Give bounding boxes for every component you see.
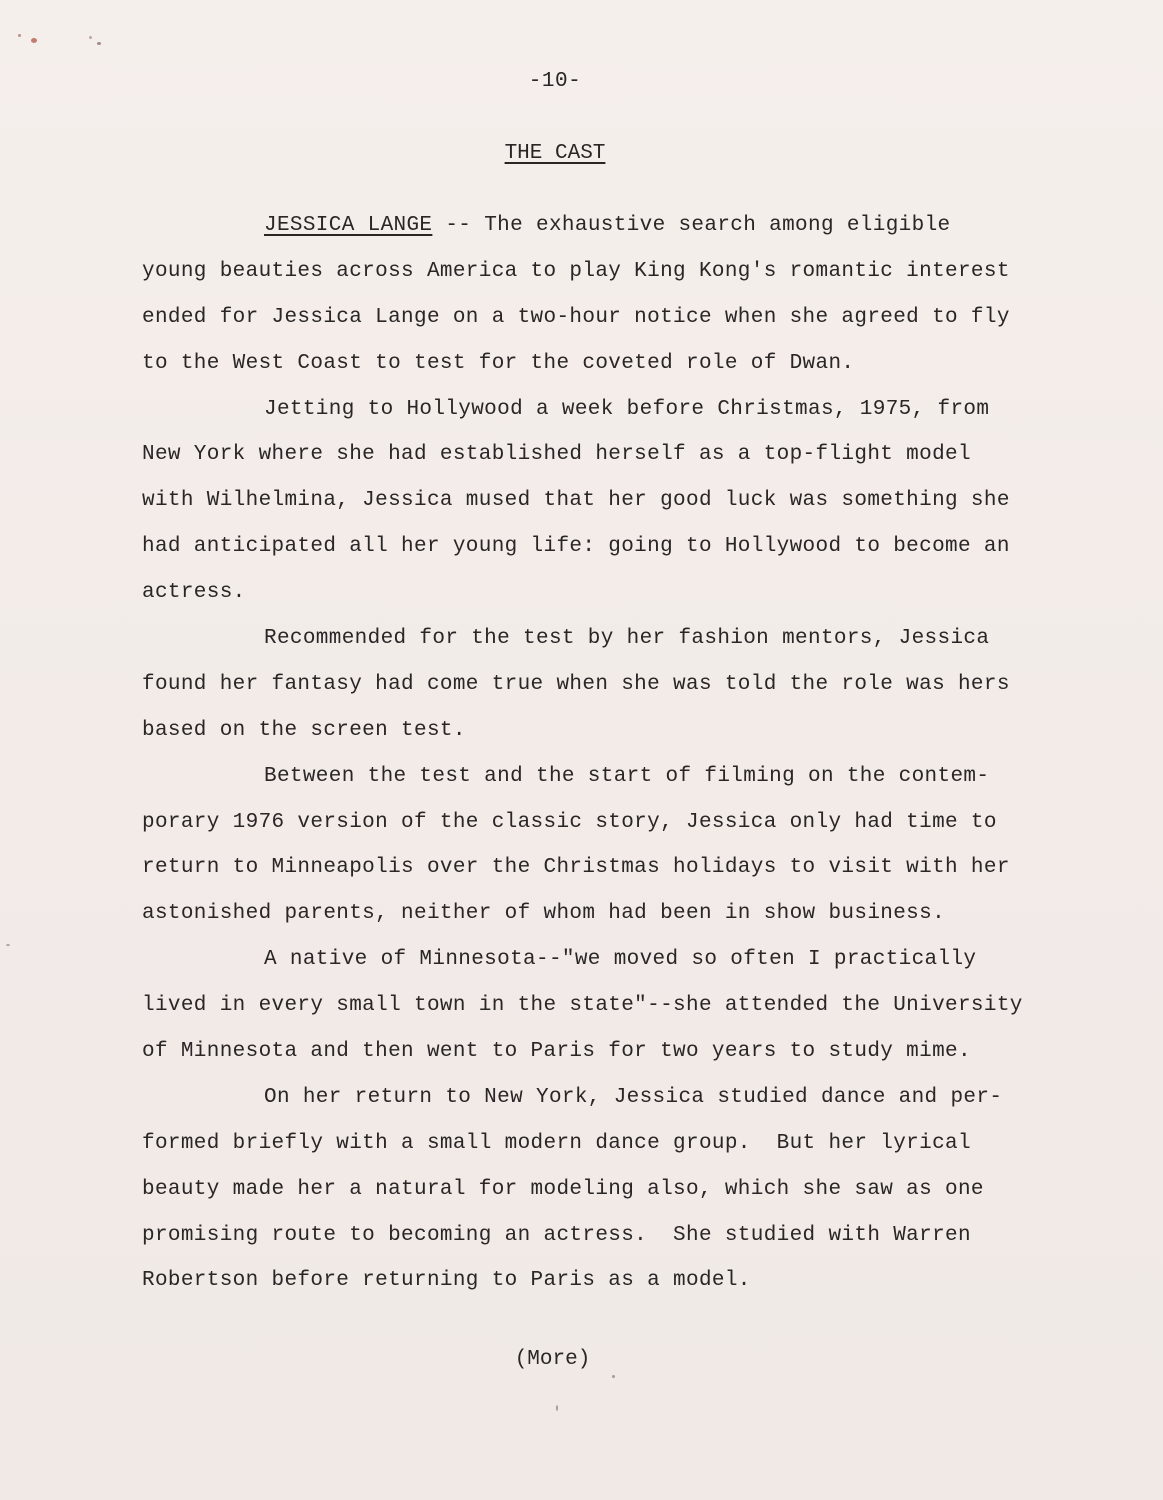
document-body	[142, 208, 1082, 1309]
paper-speck	[556, 1405, 558, 1411]
text-line: ended for Jessica Lange on a two-hour notice when she agreed to fly	[142, 305, 1010, 329]
cast-member-name: JESSICA LANGE	[264, 214, 433, 237]
paper-speck	[97, 42, 101, 45]
text-line: On her return to New York, Jessica studied dance and per-	[264, 1085, 1003, 1109]
text-line: had anticipated all her young life: going to Hollywood to become an	[142, 535, 1010, 559]
paragraph-1-line-1	[142, 208, 1082, 254]
section-title	[0, 142, 1110, 165]
text-line: young beauties across America to play King Kong's romantic interest	[142, 259, 1010, 283]
page-number: -10-	[528, 70, 582, 93]
text-line: return to Minneapolis over the Christmas holidays to visit with her	[142, 856, 1010, 880]
text-line: found her fantasy had come true when she was told the role was hers	[142, 672, 1010, 696]
text-line: -- The exhaustive search among eligible	[432, 214, 951, 237]
text-line: Jetting to Hollywood a week before Christmas, 1975, from	[264, 397, 990, 421]
text-line: formed briefly with a small modern dance group. But her lyrical	[142, 1131, 971, 1155]
text-line: actress.	[142, 581, 246, 605]
text-line: Between the test and the start of filming on the contem-	[264, 764, 990, 788]
continuation-marker: (More)	[514, 1348, 591, 1371]
paper-speck	[31, 38, 37, 43]
text-line: Recommended for the test by her fashion mentors, Jessica	[264, 627, 990, 651]
text-line: with Wilhelmina, Jessica mused that her good luck was something she	[142, 489, 1010, 513]
text-line: New York where she had established herself as a top-flight model	[142, 443, 971, 467]
text-line: Robertson before returning to Paris as a model.	[142, 1269, 751, 1293]
paper-speck	[6, 944, 10, 946]
text-line: promising route to becoming an actress. She studied with Warren	[142, 1223, 971, 1247]
section-title-text: THE CAST	[504, 142, 606, 165]
text-line: based on the screen test.	[142, 718, 466, 742]
text-line: to the West Coast to test for the coveted role of Dwan.	[142, 351, 855, 375]
text-line: beauty made her a natural for modeling also, which she saw as one	[142, 1177, 984, 1201]
text-line: of Minnesota and then went to Paris for two years to study mime.	[142, 1040, 971, 1064]
text-line: porary 1976 version of the classic story, Jessica only had time to	[142, 810, 997, 834]
text-line: A native of Minnesota--"we moved so often I practically	[264, 948, 977, 972]
paper-speck	[18, 34, 21, 37]
text-line: lived in every small town in the state"--she attended the University	[142, 994, 1023, 1018]
text-line: astonished parents, neither of whom had been in show business.	[142, 902, 946, 926]
paper-speck	[612, 1375, 615, 1378]
paper-speck	[89, 36, 92, 39]
